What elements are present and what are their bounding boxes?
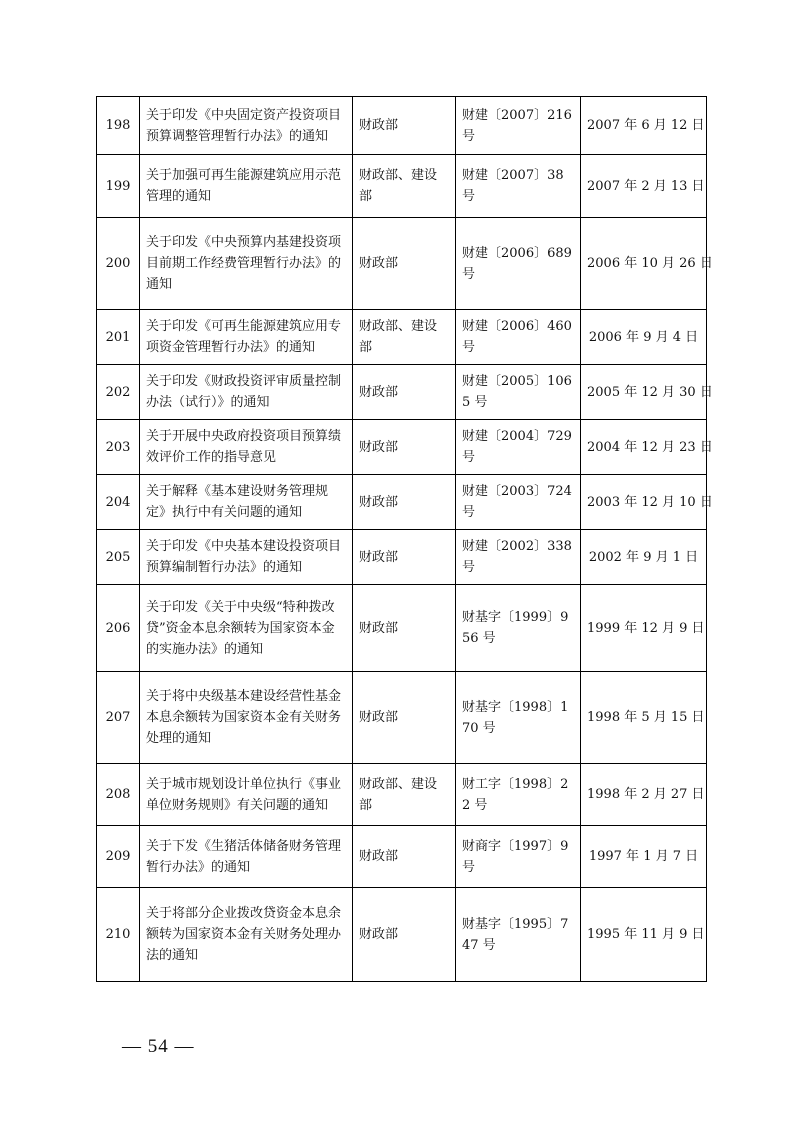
issue-date: 1999 年 12 月 9 日 bbox=[581, 585, 707, 672]
row-number: 201 bbox=[97, 310, 140, 365]
document-title: 关于开展中央政府投资项目预算绩效评价工作的指导意见 bbox=[140, 420, 353, 475]
document-table bbox=[96, 96, 713, 982]
row-number: 207 bbox=[97, 672, 140, 764]
table-row bbox=[97, 826, 707, 888]
row-number: 204 bbox=[97, 475, 140, 530]
row-number: 198 bbox=[97, 97, 140, 155]
table-row bbox=[97, 764, 707, 826]
document-title: 关于下发《生猪活体储备财务管理暂行办法》的通知 bbox=[140, 826, 353, 888]
issue-date: 1995 年 11 月 9 日 bbox=[581, 888, 707, 982]
document-number: 财建〔2006〕460 号 bbox=[456, 310, 581, 365]
table-row bbox=[97, 672, 707, 764]
table-row bbox=[97, 218, 707, 310]
issuing-agency: 财政部 bbox=[353, 826, 456, 888]
document-title: 关于将部分企业拨改贷资金本息余额转为国家资本金有关财务处理办法的通知 bbox=[140, 888, 353, 982]
document-number: 财建〔2004〕729 号 bbox=[456, 420, 581, 475]
table-row bbox=[97, 585, 707, 672]
row-number: 210 bbox=[97, 888, 140, 982]
issuing-agency: 财政部 bbox=[353, 365, 456, 420]
table-row bbox=[97, 365, 707, 420]
row-number: 199 bbox=[97, 155, 140, 218]
issue-date: 2004 年 12 月 23 日 bbox=[581, 420, 707, 475]
document-number: 财建〔2003〕724 号 bbox=[456, 475, 581, 530]
document-title: 关于印发《财政投资评审质量控制办法（试行）》的通知 bbox=[140, 365, 353, 420]
row-number: 209 bbox=[97, 826, 140, 888]
document-number: 财商字〔1997〕9 号 bbox=[456, 826, 581, 888]
document-number: 财基字〔1999〕956 号 bbox=[456, 585, 581, 672]
document-number: 财建〔2006〕689 号 bbox=[456, 218, 581, 310]
document-title: 关于加强可再生能源建筑应用示范管理的通知 bbox=[140, 155, 353, 218]
document-number: 财建〔2005〕1065 号 bbox=[456, 365, 581, 420]
document-number: 财建〔2002〕338 号 bbox=[456, 530, 581, 585]
table-row bbox=[97, 97, 707, 155]
row-number: 203 bbox=[97, 420, 140, 475]
issue-date: 2006 年 9 月 4 日 bbox=[581, 310, 707, 365]
issue-date: 2007 年 2 月 13 日 bbox=[581, 155, 707, 218]
document-title: 关于印发《中央预算内基建投资项目前期工作经费管理暂行办法》的通知 bbox=[140, 218, 353, 310]
issuing-agency: 财政部 bbox=[353, 672, 456, 764]
issue-date: 2002 年 9 月 1 日 bbox=[581, 530, 707, 585]
issue-date: 1998 年 5 月 15 日 bbox=[581, 672, 707, 764]
document-number: 财基字〔1995〕747 号 bbox=[456, 888, 581, 982]
issuing-agency: 财政部 bbox=[353, 420, 456, 475]
issue-date: 1998 年 2 月 27 日 bbox=[581, 764, 707, 826]
document-title: 关于印发《中央基本建设投资项目预算编制暂行办法》的通知 bbox=[140, 530, 353, 585]
page-number: — 54 — bbox=[122, 1036, 195, 1057]
issuing-agency: 财政部 bbox=[353, 888, 456, 982]
issuing-agency: 财政部 bbox=[353, 218, 456, 310]
row-number: 208 bbox=[97, 764, 140, 826]
issue-date: 1997 年 1 月 7 日 bbox=[581, 826, 707, 888]
issuing-agency: 财政部、建设部 bbox=[353, 764, 456, 826]
issuing-agency: 财政部 bbox=[353, 475, 456, 530]
issue-date: 2006 年 10 月 26 日 bbox=[581, 218, 707, 310]
issuing-agency: 财政部 bbox=[353, 97, 456, 155]
document-title: 关于印发《中央固定资产投资项目预算调整管理暂行办法》的通知 bbox=[140, 97, 353, 155]
table-row bbox=[97, 475, 707, 530]
issuing-agency: 财政部 bbox=[353, 530, 456, 585]
document-title: 关于印发《关于中央级“特种拨改贷”资金本息余额转为国家资本金的实施办法》的通知 bbox=[140, 585, 353, 672]
table-row bbox=[97, 310, 707, 365]
document-title: 关于将中央级基本建设经营性基金本息余额转为国家资本金有关财务处理的通知 bbox=[140, 672, 353, 764]
document-number: 财建〔2007〕38 号 bbox=[456, 155, 581, 218]
document-number: 财建〔2007〕216 号 bbox=[456, 97, 581, 155]
row-number: 200 bbox=[97, 218, 140, 310]
table-row bbox=[97, 888, 707, 982]
document-number: 财基字〔1998〕170 号 bbox=[456, 672, 581, 764]
issue-date: 2005 年 12 月 30 日 bbox=[581, 365, 707, 420]
issuing-agency: 财政部、建设部 bbox=[353, 155, 456, 218]
row-number: 205 bbox=[97, 530, 140, 585]
row-number: 202 bbox=[97, 365, 140, 420]
issue-date: 2007 年 6 月 12 日 bbox=[581, 97, 707, 155]
document-number: 财工字〔1998〕22 号 bbox=[456, 764, 581, 826]
issuing-agency: 财政部 bbox=[353, 585, 456, 672]
issue-date: 2003 年 12 月 10 日 bbox=[581, 475, 707, 530]
row-number: 206 bbox=[97, 585, 140, 672]
table-row bbox=[97, 420, 707, 475]
issuing-agency: 财政部、建设部 bbox=[353, 310, 456, 365]
document-title: 关于城市规划设计单位执行《事业单位财务规则》有关问题的通知 bbox=[140, 764, 353, 826]
table-row bbox=[97, 530, 707, 585]
table-row bbox=[97, 155, 707, 218]
document-title: 关于印发《可再生能源建筑应用专项资金管理暂行办法》的通知 bbox=[140, 310, 353, 365]
document-title: 关于解释《基本建设财务管理规定》执行中有关问题的通知 bbox=[140, 475, 353, 530]
